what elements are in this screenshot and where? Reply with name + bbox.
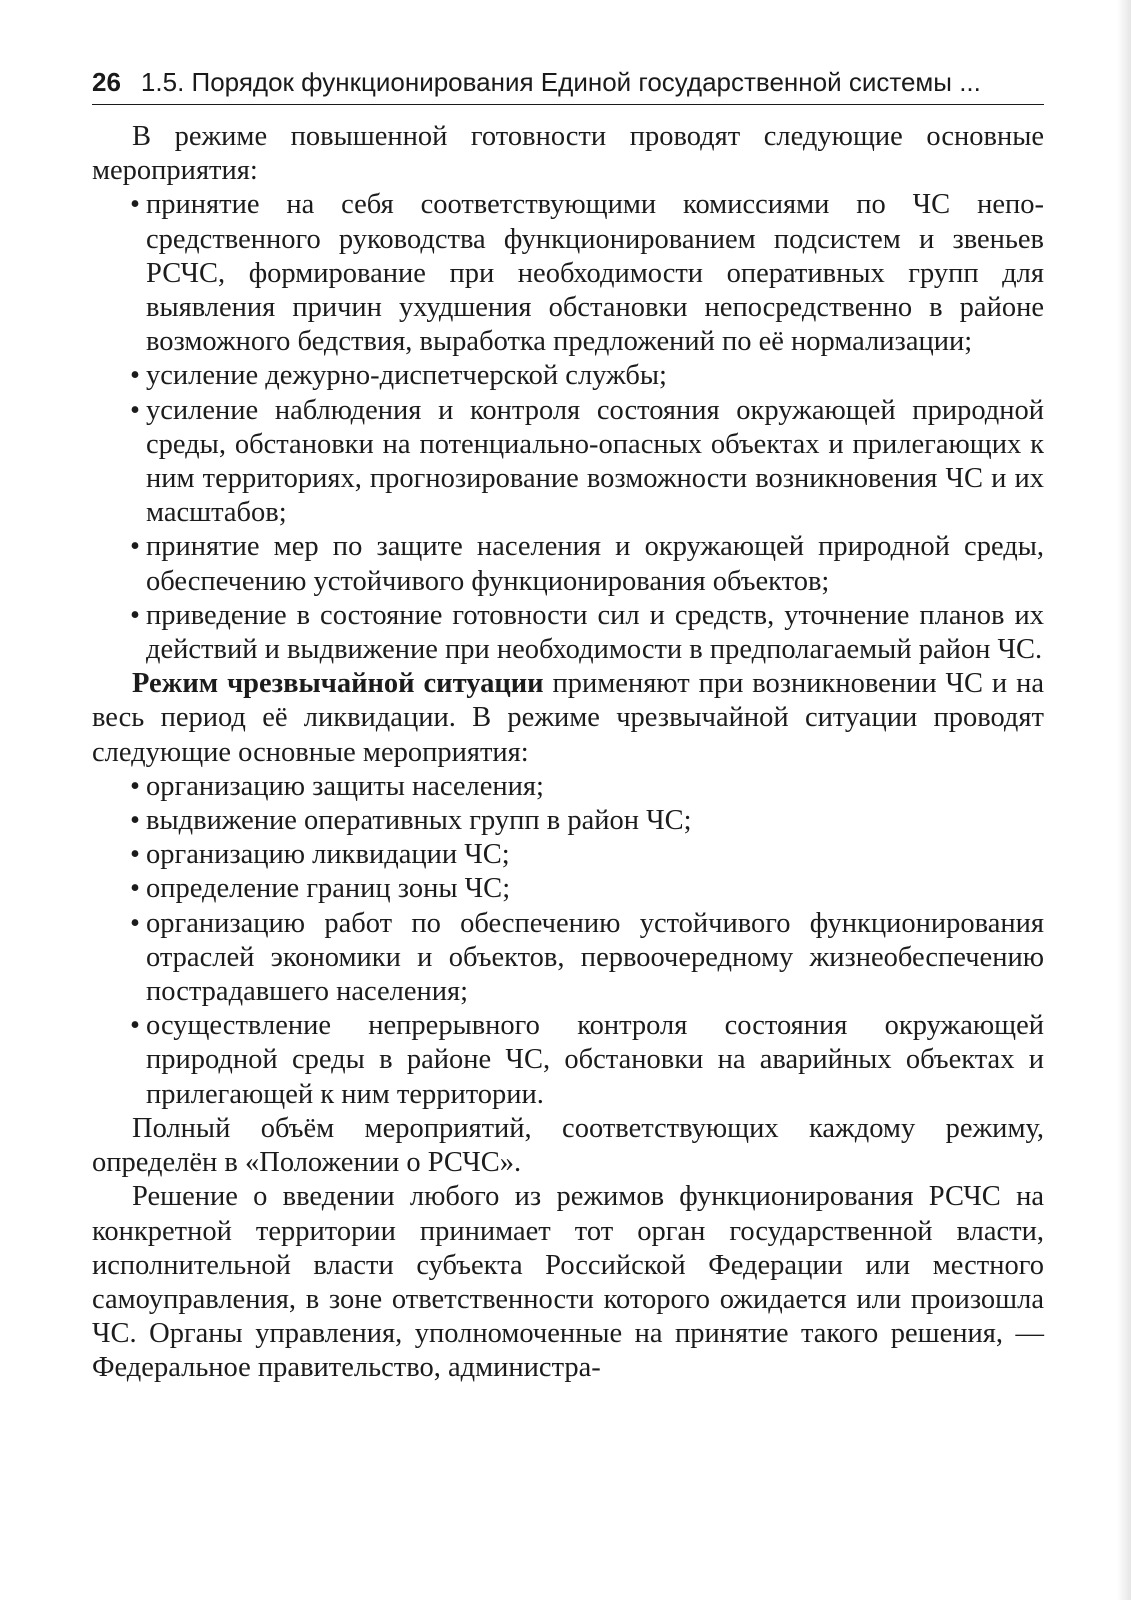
list-item [132,907,1044,1010]
emergency-measures-list [132,770,1044,1112]
bullet-marker: • [130,1010,140,1042]
list-item [132,872,1044,906]
bullet-marker: • [130,839,140,871]
list-item [132,394,1044,531]
list-item [132,804,1044,838]
list-item-text: принятие мер по защите населения и окружающей природной среды, обеспечению устойчивого функционирования объектов; [146,531,1044,597]
list-item-text: организацию ликвидации ЧС; [146,839,510,871]
alert-measures-list [132,188,1044,667]
list-item-text: организацию работ по обеспечению устойчивого функционирования отраслей экономики и объектов, первоочередному жизнеобеспечению пострадавшего населения; [146,907,1044,1008]
bullet-marker: • [130,770,140,802]
list-item-text: определение границ зоны ЧС; [146,873,511,905]
list-item-text: организацию защиты населения; [146,770,544,802]
list-item [132,1009,1044,1112]
list-item-text: усиление дежурно-диспетчерской службы; [146,360,667,392]
bullet-marker: • [130,189,140,221]
emergency-mode-paragraph [92,667,1044,770]
emergency-mode-term: Режим чрезвычайной ситуации [132,668,544,700]
list-item-text: усиление наблюдения и контроля состояния окружающей природной среды, обстановки на потенциально-опасных объектах и прилегающих к ним территориях, прогнозирование возможности возникновения ЧС и их масштабов; [146,394,1044,529]
list-item-text: принятие на себя соответствующими комиссиями по ЧС непосредственного руководства функционированием подсистем и звеньев РСЧС, формирование при необходимости оперативных групп для выявления причин ухудшения обстановки непосредственно в районе возможного бедствия, выработка предложений по её нормализации; [146,189,1044,358]
list-item-text: выдвижение оперативных групп в район ЧС; [146,805,692,837]
intro-paragraph: В режиме повышенной готовности проводят следующие основные мероприятия: [92,121,1044,187]
bullet-marker: • [130,394,140,426]
list-item [132,530,1044,598]
list-item [132,188,1044,359]
running-header [92,64,1044,105]
decision-paragraph: Решение о введении любого из режимов функционирования РСЧС на конкретной территории принимает тот орган государственной власти, исполнительной власти субъекта Российской Федерации или местного самоуправления, в зоне ответственности которого ожидается или произошла ЧС. Органы управления, уполномоченные на принятие такого решения, — Федеральное правительство, администра- [92,1181,1044,1384]
bullet-marker: • [130,873,140,905]
bullet-marker: • [130,599,140,631]
bullet-marker: • [130,805,140,837]
bullet-marker: • [130,360,140,392]
bullet-marker: • [130,907,140,939]
scan-edge-shadow [1117,0,1131,1600]
running-title: 1.5. Порядок функционирования Единой государственной системы ... [140,67,981,97]
list-item [132,770,1044,804]
emergency-mode-text: применяют при возникновении ЧС и на весь период её ликвидации. В режиме чрезвычайной ситуации проводят следующие основные мероприятия: [92,668,1044,768]
list-item [132,359,1044,393]
list-item-text: приведение в состояние готовности сил и средств, уточнение планов их действий и выдвижение при необходимости в предполагаемый район ЧС. [146,599,1044,666]
list-item [132,599,1044,667]
page-number: 26 [92,67,121,97]
list-item [132,838,1044,872]
page-body [92,120,1044,1386]
full-scope-paragraph: Полный объём мероприятий, соответствующих каждому режиму, определён в «Положении о РСЧС». [92,1112,1044,1179]
bullet-marker: • [130,531,140,563]
list-item-text: осуществление непрерывного контроля состояния окружающей природной среды в районе ЧС, обстановки на аварийных объектах и прилегающей к ним территории. [146,1010,1044,1110]
